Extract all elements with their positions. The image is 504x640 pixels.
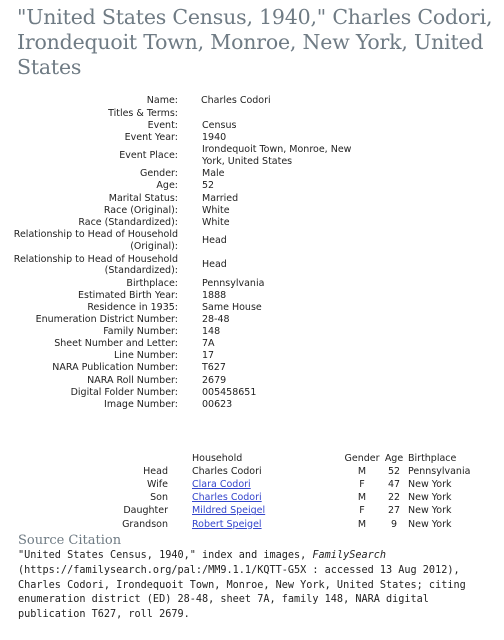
household-header-name: Household: [192, 452, 243, 464]
fact-value: Irondequoit Town, Monroe, New York, United States: [202, 144, 352, 167]
household-birthplace: New York: [408, 505, 452, 517]
household-header-gender: Gender: [344, 452, 380, 464]
fact-value: 00623: [202, 398, 233, 410]
fact-label: Digital Folder Number:: [70, 386, 178, 398]
fact-label: Enumeration District Number:: [35, 314, 178, 326]
fact-row: [0, 289, 504, 301]
household-birthplace: Pennsylvania: [408, 465, 471, 477]
fact-row: [0, 386, 504, 398]
fact-row: [0, 253, 504, 278]
household-birthplace: New York: [408, 518, 452, 530]
fact-value: 7A: [202, 338, 215, 350]
household-gender: M: [357, 465, 367, 477]
household-row: [0, 465, 504, 478]
fact-label: Name:: [146, 95, 178, 107]
fact-row: [0, 398, 504, 410]
fact-row: [0, 143, 504, 168]
fact-label: Event:: [147, 119, 178, 131]
household-member-link[interactable]: Charles Codori: [192, 492, 262, 504]
fact-row: [0, 302, 504, 314]
fact-value: 1888: [202, 289, 227, 301]
fact-row: [0, 338, 504, 350]
household-age: 9: [390, 518, 398, 530]
fact-label: Age:: [156, 180, 178, 192]
household-gender: F: [359, 478, 365, 490]
household-row: [0, 478, 504, 491]
fact-row: [0, 107, 504, 119]
fact-value: Married: [202, 192, 239, 204]
fact-value: 005458651: [202, 386, 257, 398]
household-relationship: Daughter: [123, 505, 168, 517]
household-header-row: [0, 452, 504, 465]
household-age: 47: [387, 478, 401, 490]
fact-value: Head: [202, 234, 227, 246]
household-gender: M: [357, 492, 367, 504]
household-row: [0, 505, 504, 518]
fact-row: [0, 374, 504, 386]
fact-value: Census: [202, 119, 237, 131]
fact-label: Gender:: [139, 168, 178, 180]
fact-row: [0, 131, 504, 143]
household-gender: M: [357, 518, 367, 530]
fact-value: 52: [202, 180, 215, 192]
fact-row: [0, 204, 504, 216]
page-title: "United States Census, 1940," Charles Codori, Irondequoit Town, Monroe, New York, United States: [17, 5, 493, 79]
fact-row: [0, 180, 504, 192]
household-age: 52: [387, 465, 401, 477]
fact-row: [0, 168, 504, 180]
citation-part: "United States Census, 1940," index and images,: [18, 550, 313, 561]
fact-value: White: [202, 204, 230, 216]
fact-label: Relationship to Head of Household (Original):: [13, 229, 178, 252]
fact-label: Event Year:: [124, 131, 178, 143]
fact-value: T627: [202, 362, 226, 374]
fact-value: Pennsylvania: [202, 277, 265, 289]
source-citation-heading: Source Citation: [18, 533, 122, 548]
household-row: [0, 518, 504, 531]
fact-row: [0, 95, 504, 107]
fact-row: [0, 350, 504, 362]
citation-part: (https://familysearch.org/pal:/MM9.1.1/KQTT-G5X : accessed 13 Aug 2012), Charles Codori, Irondequoit Town, Monroe, New York, United States; citing enumeration district (ED) 28-48, sheet 7A, family 148, NARA digital publication T627, roll 2679.: [18, 564, 466, 621]
fact-value: 17: [202, 350, 215, 362]
fact-row: [0, 362, 504, 374]
household-member-link[interactable]: Mildred Speigel: [192, 505, 266, 517]
fact-value: 28-48: [202, 314, 230, 326]
fact-row: [0, 119, 504, 131]
fact-value: 148: [202, 326, 221, 338]
fact-label: Race (Standardized):: [78, 216, 178, 228]
fact-label: Titles & Terms:: [108, 107, 178, 119]
fact-value: Charles Codori: [201, 95, 271, 107]
fact-label: NARA Publication Number:: [52, 362, 178, 374]
fact-value: White: [202, 216, 230, 228]
fact-label: Residence in 1935:: [87, 301, 178, 313]
household-birthplace: New York: [408, 492, 452, 504]
fact-label: Race (Original):: [103, 204, 178, 216]
household-name: Charles Codori: [192, 465, 262, 477]
fact-label: Event Place:: [119, 150, 178, 162]
source-citation-text: [18, 549, 494, 623]
fact-row: [0, 314, 504, 326]
fact-label: Birthplace:: [126, 277, 178, 289]
household-gender: F: [359, 505, 365, 517]
fact-label: Family Number:: [103, 326, 178, 338]
fact-value: Head: [202, 259, 227, 271]
fact-label: Estimated Birth Year:: [78, 289, 178, 301]
household-table: [0, 452, 504, 531]
record-facts-table: [0, 95, 504, 410]
fact-row: [0, 216, 504, 228]
citation-publisher: FamilySearch: [312, 550, 387, 561]
household-header-age: Age: [384, 452, 404, 464]
household-birthplace: New York: [408, 478, 452, 490]
household-relationship: Grandson: [122, 518, 168, 530]
household-relationship: Wife: [146, 478, 168, 490]
fact-row: [0, 277, 504, 289]
fact-value: 1940: [202, 131, 227, 143]
household-header-relationship: [0, 452, 192, 465]
fact-label: Image Number:: [104, 398, 178, 410]
fact-row: [0, 326, 504, 338]
household-relationship: Head: [143, 465, 168, 477]
fact-row: [0, 228, 504, 253]
fact-label: Marital Status:: [108, 192, 178, 204]
fact-row: [0, 192, 504, 204]
fact-label: Line Number:: [113, 350, 178, 362]
fact-value: 2679: [202, 374, 227, 386]
fact-label: NARA Roll Number:: [87, 374, 178, 386]
household-age: 22: [387, 492, 401, 504]
fact-label: Relationship to Head of Household (Standardized):: [13, 253, 178, 277]
fact-value: Male: [202, 168, 225, 180]
fact-value: [188, 107, 504, 119]
household-header-birthplace: Birthplace: [408, 452, 457, 464]
household-member-link[interactable]: Robert Speigel: [192, 518, 262, 530]
household-row: [0, 492, 504, 505]
household-relationship: Son: [150, 492, 168, 504]
household-member-link[interactable]: Clara Codori: [192, 478, 251, 490]
household-age: 27: [387, 505, 401, 517]
fact-value: Same House: [202, 301, 262, 313]
fact-label: Sheet Number and Letter:: [54, 338, 178, 350]
